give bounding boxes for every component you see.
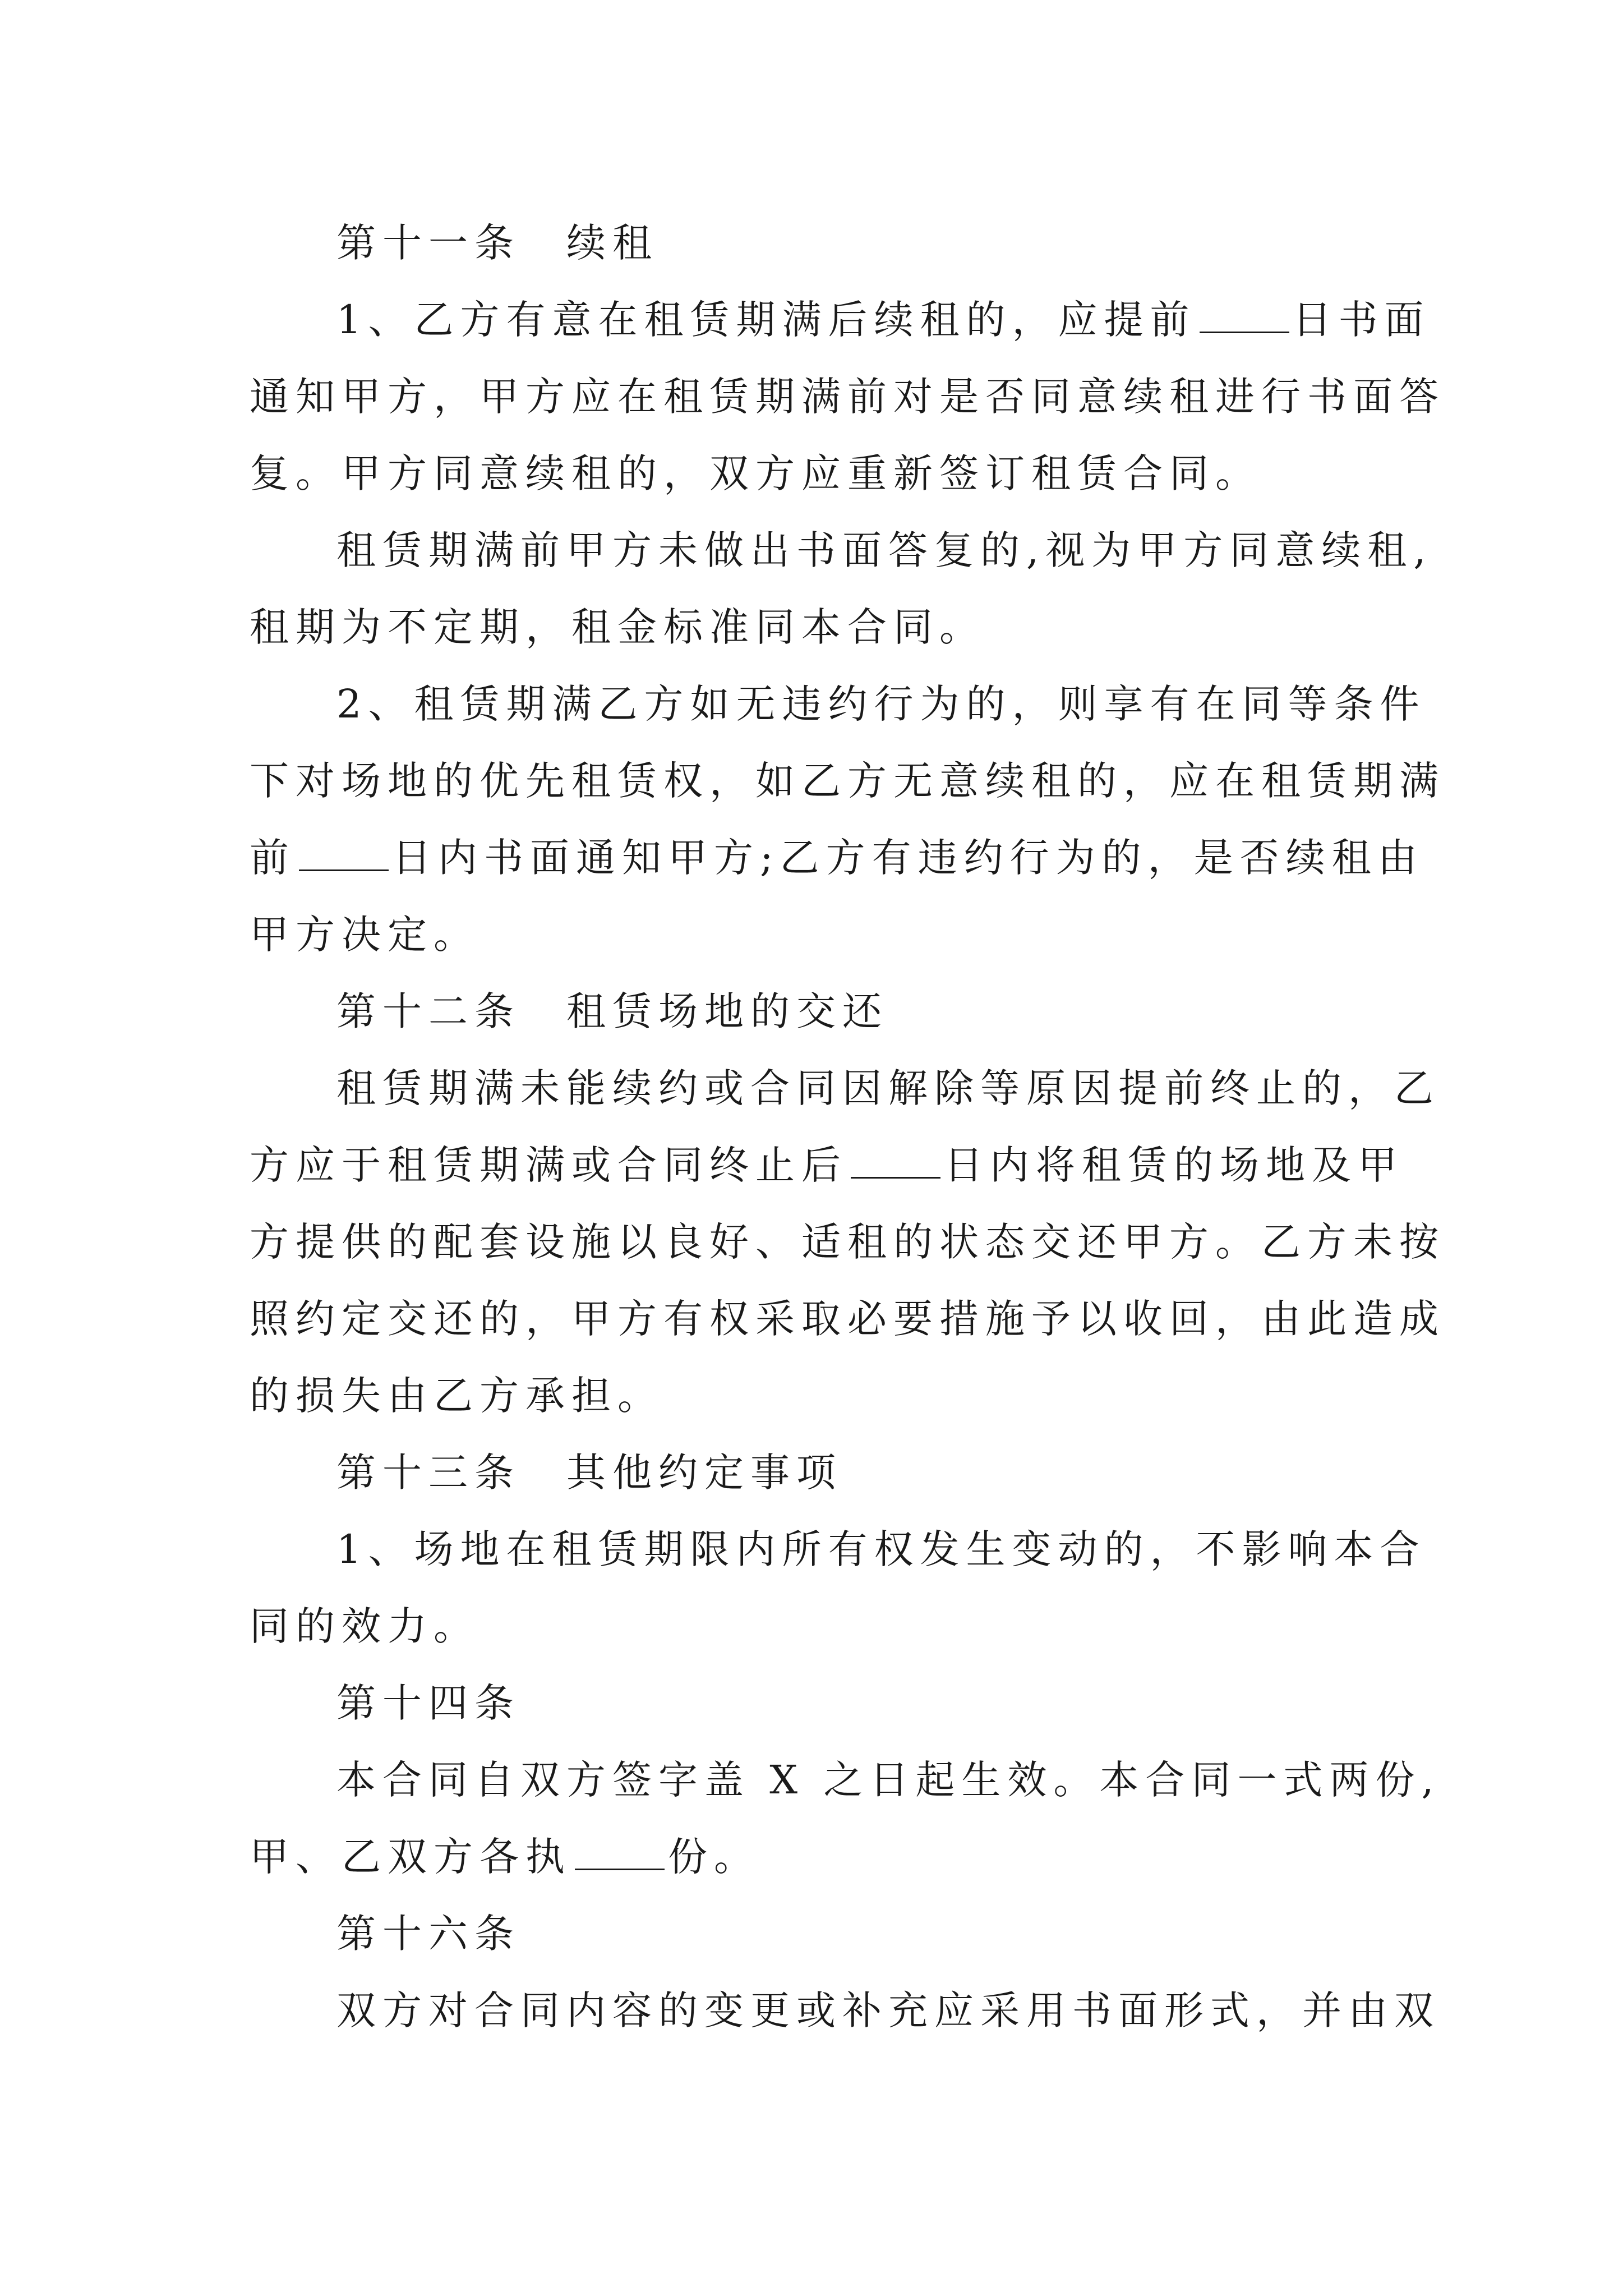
article-14-heading: 第十四条 [336, 1680, 520, 1726]
paragraph-line: 租赁期满前甲方未做出书面答复的,视为甲方同意续租, [336, 527, 1433, 573]
paragraph-line: 甲、乙双方各执 份。 [250, 1834, 760, 1880]
paragraph-line: 前 日内书面通知甲方;乙方有违约行为的，是否续租由 [250, 835, 1424, 881]
fill-blank [851, 1148, 940, 1179]
paragraph-line: 下对场地的优先租赁权，如乙方无意续租的，应在租赁期满 [250, 758, 1445, 804]
paragraph-line: 双方对合同内容的变更或补充应采用书面形式，并由双 [336, 1987, 1440, 2033]
paragraph-line: 租赁期满未能续约或合同因解除等原因提前终止的，乙 [336, 1065, 1440, 1111]
fill-blank [1200, 302, 1289, 333]
paragraph-line: 甲方决定。 [250, 912, 479, 958]
paragraph-line: 的损失由乙方承担。 [250, 1373, 663, 1419]
paragraph-line: 2、租赁期满乙方如无违约行为的，则享有在同等条件 [336, 681, 1426, 727]
article-11-heading: 第十一条 续租 [336, 220, 658, 266]
paragraph-line: 1、场地在租赁期限内所有权发生变动的，不影响本合 [336, 1526, 1426, 1572]
fill-blank [299, 840, 389, 871]
paragraph-line: 照约定交还的，甲方有权采取必要措施予以收回，由此造成 [250, 1296, 1445, 1342]
article-16-heading: 第十六条 [336, 1911, 520, 1957]
paragraph-line: 1、乙方有意在租赁期满后续租的，应提前 日书面 [336, 297, 1431, 343]
paragraph-line: 方提供的配套设施以良好、适租的状态交还甲方。乙方未按 [250, 1219, 1445, 1265]
paragraph-line: 方应于租赁期满或合同终止后 日内将租赁的场地及甲 [250, 1142, 1404, 1188]
paragraph-line: 同的效力。 [250, 1603, 479, 1649]
paragraph-line: 复。甲方同意续租的，双方应重新签订租赁合同。 [250, 450, 1261, 496]
article-13-heading: 第十三条 其他约定事项 [336, 1450, 842, 1496]
document-page [250, 205, 1445, 2049]
paragraph-line: 本合同自双方签字盖 X 之日起生效。本合同一式两份, [336, 1757, 1441, 1803]
paragraph-line: 通知甲方，甲方应在租赁期满前对是否同意续租进行书面答 [250, 374, 1445, 420]
article-12-heading: 第十二条 租赁场地的交还 [336, 988, 888, 1034]
paragraph-line: 租期为不定期，租金标准同本合同。 [250, 604, 985, 650]
fill-blank [575, 1839, 665, 1870]
